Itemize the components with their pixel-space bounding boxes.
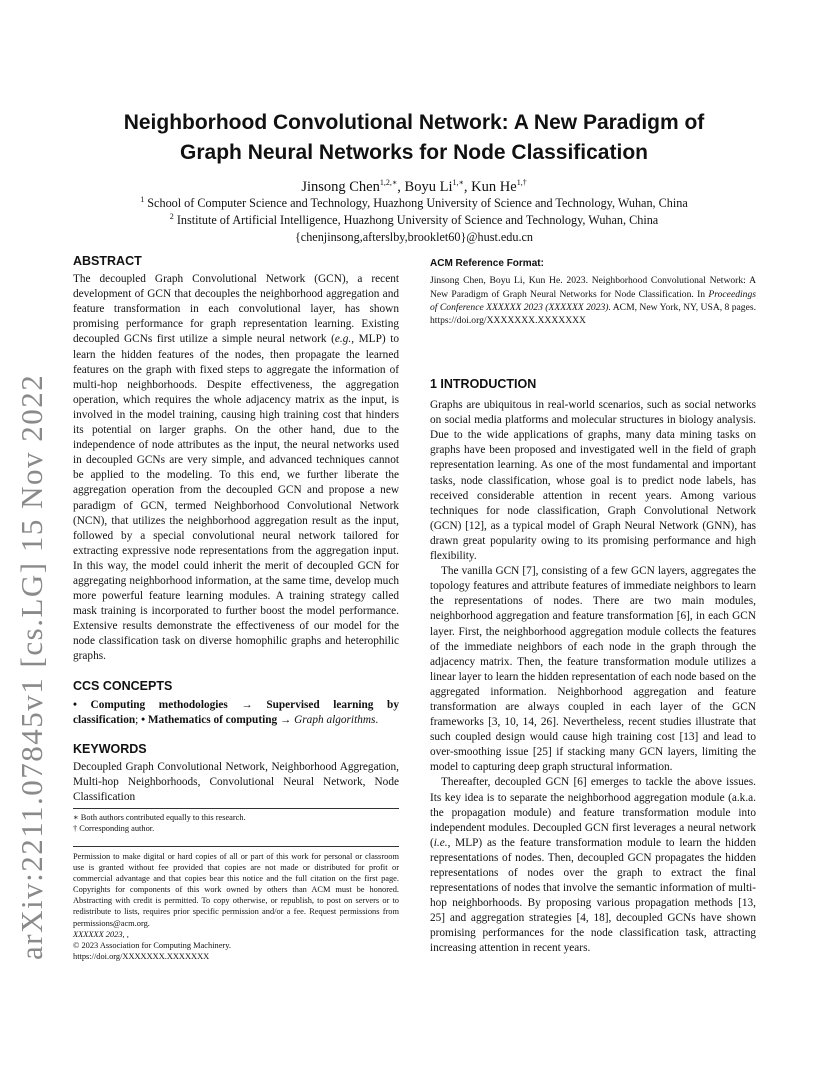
title-line-1: Neighborhood Convolutional Network: A New Paradigm of [123, 111, 705, 134]
intro-paragraph-3 [430, 775, 756, 956]
keywords-text: Decoupled Graph Convolutional Network, Neighborhood Aggregation, Multi-hop Neighborhoods, Convolutional Neural Network, Node Classification [73, 760, 399, 804]
acm-reference-part: ACM, New York, NY, USA, 8 pages. https://doi.org/XXXXXXX.XXXXXXX [430, 301, 756, 327]
author-separator: , [397, 179, 405, 195]
doi-line: https://doi.org/XXXXXXX.XXXXXXX [73, 951, 210, 961]
paper-title [70, 108, 758, 168]
abstract-text [73, 272, 399, 664]
intro-paragraph-1: Graphs are ubiquitous in real-world scenarios, such as social networks on social media platforms and molecular structures in biology analysis. Due to the wide applications of graphs, many data mining tasks on graphs have been proposed and investigated well in the field of graph representation learning. As one of the most fundamental and important tasks, node classification, whose goal is to predict node labels, has received considerable attention in recent years. Among various techniques for node classification, Graph Convolutional Network (GCN) [12], as a typical model of Graph Neural Network (GNN), has drawn great popularity owing to its promising performance and high flexibility. [430, 399, 756, 563]
permission-text: Permission to make digital or hard copies of all or part of this work for personal or classroom use is granted without fee provided that copies are not made or distributed for profit or commercial advantage and that copies bear this notice and the full citation on the first page. Copyrights for components of this work owned by others than ACM must be honored. Abstracting with credit is permitted. To copy otherwise, or republish, to post on servers or to redistribute to lists, requires prior specific permission and/or a fee. Request permissions from permissions@acm.org. [73, 852, 399, 928]
acm-reference-text [430, 274, 756, 328]
ccs-concepts [73, 698, 399, 728]
arxiv-identifier: arXiv:2211.07845v1 [cs.LG] 15 Nov 2022 [14, 373, 49, 960]
author-name: Boyu Li [404, 179, 453, 195]
ccs-arrow: → [277, 713, 295, 726]
author-separator: , [463, 179, 472, 195]
footnote-corresponding-author: † Corresponding author. [73, 824, 155, 833]
left-column [73, 254, 399, 805]
author-email: {chenjinsong,afterslby,brooklet60}@hust.edu.cn [294, 230, 534, 244]
acm-reference-part: Jinsong Chen, Boyu Li, Kun He. 2023. Neighborhood Convolutional Network: A New Paradigm of Graph Neural Networks for Node Classification. In [430, 275, 756, 300]
permission-block [73, 851, 399, 962]
affiliation-text: Institute of Artificial Intelligence, Huazhong University of Science and Technology, Wuhan, China [176, 213, 659, 227]
author-list [70, 179, 758, 196]
affiliation-text: School of Computer Science and Technology, Huazhong University of Science and Technology, Wuhan, China [147, 196, 688, 210]
acm-reference-venue: Proceedings of Conference XXXXXX 2023 (XXXXXX 2023). [430, 288, 756, 313]
introduction-heading: 1 INTRODUCTION [430, 377, 537, 391]
footnote-rule [73, 808, 399, 809]
ccs-subterm: Graph algorithms [294, 713, 376, 726]
keywords-heading: KEYWORDS [73, 741, 147, 756]
abstract-eg: e.g. [334, 333, 352, 346]
intro-part: , MLP) as the feature transformation module to learn the hidden representations of nodes. Then, decoupled GCN propagates the hidden representations of nodes over the graph to extract the final representations of nodes that involve the semantic information of multi-hop neighborhoods. By proposing various propagation methods [13, 25] and aggregation strategies [4, 18], decoupled GCNs have shown promising performances for the node classification task, attracting increasing attention in recent years. [430, 836, 756, 955]
affiliation-1 [70, 196, 758, 211]
right-column [430, 256, 756, 328]
author-affil-mark: 1,† [516, 178, 527, 188]
intro-ie: i.e. [433, 836, 448, 849]
introduction-section [430, 377, 756, 957]
author-affil-mark: 1,∗ [452, 178, 464, 188]
conference-name: XXXXXX 2023, , [73, 929, 129, 939]
affiliation-mark: 2 [169, 211, 174, 221]
affiliation-2 [70, 213, 758, 228]
author-name: Jinsong Chen [301, 179, 380, 195]
author-name: Kun He [471, 179, 517, 195]
copyright-line: © 2023 Association for Computing Machinery. [73, 940, 231, 950]
acm-reference-heading: ACM Reference Format: [430, 258, 544, 269]
abstract-part: , MLP) to learn the hidden features of the nodes, then propagate the learned features on the graph with fixed steps to aggregate the information of multi-hop neighborhoods. Despite effectiveness, the aggregation operation, which requires the whole adjacency matrix as the input, is involved in the model training, causing high training cost that hinders its potential on larger graphs. On the other hand, due to the independence of node attributes as the input, the neural networks used in decoupled GCNs are very simple, and advanced techniques cannot be applied to the modeling. To this end, we further liberate the aggregation operation from the decoupled GCN and propose a new paradigm of GCN, termed Neighborhood Convolutional Network (NCN), that utilizes the neighborhood aggregation result as the input, followed by a special convolutional neural network tailored for extracting expressive node representations from the aggregation input. In this way, the model could inherit the merit of decoupled GCN for aggregating neighborhood information, at the same time, develop much more powerful feature learning modules. A training strategy called mask training is incorporated to further boost the model performance. Extensive results demonstrate the effectiveness of our model for the node classification task on diverse homophilic graphs and heterophilic graphs. [73, 333, 400, 663]
conference-line [73, 929, 399, 940]
abstract-part: The decoupled Graph Convolutional Network (GCN), a recent development of GCN that decouples the neighborhood aggregation and feature transformation in each convolutional layer, has shown promising performance for graph representation learning. Existing decoupled GCNs first utilize a simple neural network ( [73, 273, 399, 346]
footnotes [73, 812, 399, 834]
intro-part: Thereafter, decoupled GCN [6] emerges to tackle the above issues. Its key idea is to separate the neighborhood aggregation module (a.k.a. the propagation module) and feature transformation module into independent modules. Decoupled GCN first leverages a neural network ( [430, 776, 756, 849]
intro-paragraph-2: The vanilla GCN [7], consisting of a few GCN layers, aggregates the topology features and attribute features of immediate neighbors to learn the representations of nodes. There are two main modules, neighborhood aggregation and feature transformation [6], in each GCN layer. First, the neighborhood aggregation module collects the features of the immediate neighbors of each node in the graph through the adjacency matrix. Then, the feature transformation module utilizes a linear layer to learn the hidden representation of each node based on the aggregated information. Neighborhood aggregation and feature transformation are always coupled in each layer of the GCN frameworks [3, 10, 14, 26]. Nevertheless, recent studies illustrate that such coupled design would cause high training cost [13] and lead to over-smoothing issue [25] if stacking many GCN layers, limiting the model to capturing deep graph structural information. [430, 565, 756, 774]
footnote-equal-contribution: ∗ Both authors contributed equally to this research. [73, 813, 246, 822]
ccs-term: • Mathematics of computing [141, 713, 278, 726]
title-line-2: Graph Neural Networks for Node Classification [180, 141, 648, 164]
ccs-term: • Computing methodologies → Supervised learning by classification [73, 698, 399, 726]
author-affil-mark: 1,2,∗ [379, 178, 398, 188]
permission-rule [73, 846, 399, 847]
ccs-heading: CCS CONCEPTS [73, 678, 173, 693]
ccs-separator: ; [135, 713, 142, 726]
ccs-end: . [375, 713, 379, 726]
affiliation-mark: 1 [140, 194, 145, 204]
abstract-heading: ABSTRACT [73, 254, 142, 268]
